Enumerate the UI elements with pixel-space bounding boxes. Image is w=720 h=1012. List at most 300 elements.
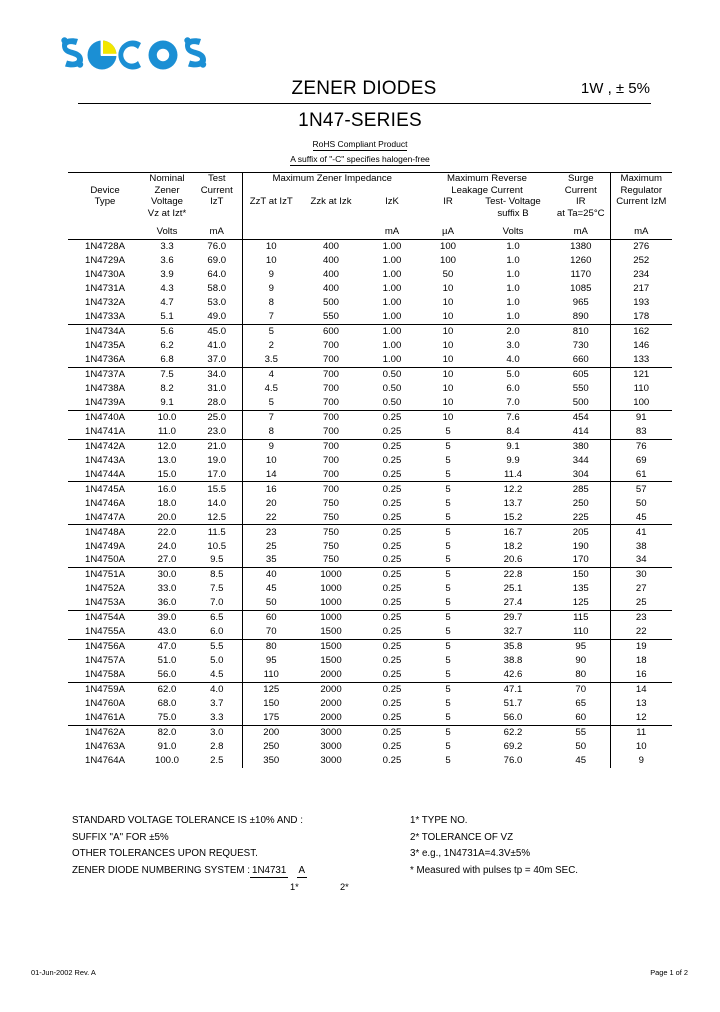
unit-vz: Volts (142, 219, 192, 239)
table-cell: 31.0 (207, 382, 227, 394)
table-cell: 1N4752A (84, 583, 125, 595)
table-cell: 1N4745A (84, 483, 125, 495)
table-cell: 225 (552, 510, 610, 524)
table-cell: 1.00 (362, 310, 422, 324)
table-cell: 0.25 (382, 684, 402, 696)
table-row (68, 510, 672, 524)
table-cell: 1N4753A (68, 596, 142, 610)
table-cell: 1N4751A (84, 569, 125, 581)
table-row (68, 439, 672, 453)
table-row (68, 683, 672, 697)
table-cell: 50 (442, 269, 454, 281)
table-cell: 35.8 (503, 641, 523, 653)
unit-type (68, 219, 142, 239)
header-row-4 (68, 208, 672, 220)
table-row (68, 625, 672, 639)
table-cell: 1N4743A (84, 454, 125, 466)
table-cell: 43.0 (142, 625, 192, 639)
table-cell: 3.7 (210, 698, 224, 710)
col-header-test-2: Current (200, 184, 233, 196)
table-cell: 69 (610, 454, 672, 468)
table-cell: 0.25 (382, 569, 402, 581)
table-cell: 13 (610, 697, 672, 711)
table-cell: 15.0 (142, 467, 192, 481)
table-cell: 700 (322, 411, 339, 423)
table-cell: 18.2 (503, 540, 523, 552)
table-cell: 5 (445, 755, 451, 767)
col-header-nominal-2: Zener (154, 184, 180, 196)
table-cell: 234 (610, 268, 672, 282)
table-cell: 1.00 (382, 241, 402, 253)
table-cell: 6.8 (142, 353, 192, 367)
table-cell: 56.0 (474, 711, 552, 725)
table-cell: 0.25 (382, 655, 402, 667)
table-cell: 0.25 (382, 454, 402, 466)
unit-surge: mA (552, 219, 610, 239)
table-cell: 6.5 (210, 612, 224, 624)
table-cell: 55 (575, 727, 587, 739)
table-cell: 41.0 (207, 339, 227, 351)
table-cell: 80 (552, 668, 610, 682)
table-cell: 3.3 (160, 241, 174, 253)
table-row (68, 296, 672, 310)
table-cell: 8.5 (210, 569, 224, 581)
table-cell: 16.7 (503, 526, 523, 538)
header-row-2 (68, 185, 672, 197)
col-header-surge-3: IR (575, 196, 586, 208)
numbering-mark-1: 1* (290, 882, 299, 892)
col-header-zzk: Zzk at Izk (310, 196, 352, 208)
table-cell: 19 (610, 640, 672, 654)
table-cell: 65 (575, 698, 587, 710)
table-cell: 3.0 (506, 339, 520, 351)
table-cell: 47.0 (157, 641, 177, 653)
table-cell: 10 (442, 339, 454, 351)
table-cell: 400 (322, 283, 339, 295)
table-cell: 400 (322, 269, 339, 281)
table-cell: 5 (445, 727, 451, 739)
table-cell: 350 (242, 754, 300, 768)
table-cell: 0.25 (362, 510, 422, 524)
table-cell: 47.1 (503, 684, 523, 696)
col-header-nominal-4: Vz at Izt* (147, 207, 187, 219)
table-row (68, 482, 672, 496)
table-cell: 1.00 (382, 325, 402, 337)
table-cell: 5 (422, 510, 474, 524)
table-cell: 5.6 (160, 325, 174, 337)
table-cell: 8.4 (474, 425, 552, 439)
table-row (68, 324, 672, 338)
table-cell: 1.0 (506, 269, 520, 281)
table-cell: 3.6 (160, 255, 174, 267)
table-cell: 9 (242, 439, 300, 453)
table-cell: 1N4739A (68, 396, 142, 410)
footnotes-left-column (72, 813, 402, 893)
table-cell: 135 (572, 583, 589, 595)
table-cell: 1170 (570, 269, 592, 281)
table-cell: 10 (442, 297, 454, 309)
table-cell: 2000 (320, 684, 342, 696)
note-tolerance-standard: STANDARD VOLTAGE TOLERANCE IS ±10% AND : (72, 815, 303, 826)
table-cell: 27.4 (474, 596, 552, 610)
col-header-test-voltage-2: suffix B (497, 207, 529, 219)
table-cell: 16 (242, 482, 300, 496)
table-cell: 1N4742A (84, 440, 125, 452)
table-cell: 750 (322, 540, 339, 552)
col-header-nominal-3: Voltage (150, 196, 183, 208)
table-cell: 5.1 (142, 310, 192, 324)
table-cell: 1N4731A (84, 283, 125, 295)
numbering-mark-2: 2* (340, 882, 349, 892)
table-cell: 0.50 (382, 382, 402, 394)
table-cell: 76 (610, 439, 672, 453)
table-cell: 7.6 (506, 411, 520, 423)
secos-logo (58, 33, 213, 81)
table-row (68, 339, 672, 353)
table-cell: 11.5 (207, 526, 226, 538)
table-cell: 5.0 (210, 655, 224, 667)
col-header-test-voltage-1: Test- Voltage (485, 196, 541, 208)
table-cell: 25.0 (207, 411, 227, 423)
table-cell: 68.0 (157, 698, 177, 710)
table-cell: 110 (610, 382, 672, 396)
table-cell: 20.6 (474, 553, 552, 567)
table-cell: 1000 (320, 583, 342, 595)
table-cell: 500 (552, 396, 610, 410)
table-cell: 14.0 (207, 497, 227, 509)
table-cell: 2.0 (506, 325, 520, 337)
table-row (68, 525, 672, 539)
table-cell: 91.0 (157, 741, 177, 753)
table-cell: 1N4761A (68, 711, 142, 725)
table-cell: 1N4757A (84, 655, 125, 667)
table-cell: 217 (610, 282, 672, 296)
table-cell: 8 (242, 425, 300, 439)
table-cell: 0.25 (362, 425, 422, 439)
table-cell: 380 (572, 440, 589, 452)
table-cell: 5 (445, 698, 451, 710)
table-cell: 1N4732A (84, 297, 125, 309)
col-header-izm-2: Regulator (610, 185, 672, 197)
table-cell: 29.7 (503, 612, 523, 624)
footer-date: 01-Jun-2002 Rev. A (31, 968, 96, 977)
table-cell: 95 (242, 654, 300, 668)
table-cell: 9 (610, 754, 672, 768)
col-header-izk: IzK (385, 196, 399, 208)
table-cell: 51.0 (157, 655, 177, 667)
table-cell: 9 (242, 268, 300, 282)
table-cell: 1N4750A (68, 553, 142, 567)
table-cell: 56.0 (142, 668, 192, 682)
table-cell: 1.00 (382, 269, 402, 281)
table-cell: 2 (242, 339, 300, 353)
table-cell: 45 (242, 582, 300, 596)
table-cell: 23 (242, 525, 300, 539)
table-cell: 12.0 (157, 440, 177, 452)
table-cell: 0.25 (382, 440, 402, 452)
rohs-text: RoHS Compliant Product (312, 139, 408, 149)
table-cell: 25 (242, 539, 300, 553)
table-cell: 58.0 (207, 283, 227, 295)
table-cell: 12.5 (192, 510, 242, 524)
table-cell: 18 (610, 654, 672, 668)
table-cell: 150 (242, 697, 300, 711)
table-cell: 1N4759A (84, 684, 125, 696)
table-cell: 10 (442, 411, 454, 423)
table-cell: 110 (242, 668, 300, 682)
table-cell: 69.2 (503, 741, 523, 753)
table-cell: 62.2 (503, 727, 523, 739)
table-cell: 700 (322, 382, 339, 394)
table-row (68, 582, 672, 596)
table-cell: 76.0 (207, 241, 227, 253)
table-cell: 11 (610, 725, 672, 739)
table-cell: 1380 (570, 241, 592, 253)
table-cell: 750 (322, 526, 339, 538)
table-cell: 1000 (300, 596, 362, 610)
unit-zzt (242, 219, 300, 239)
table-cell: 5 (445, 641, 451, 653)
table-cell: 5 (445, 569, 451, 581)
table-cell: 22 (242, 510, 300, 524)
table-cell: 4.7 (160, 297, 174, 309)
table-cell: 34 (610, 553, 672, 567)
table-cell: 0.25 (382, 755, 402, 767)
table-cell: 34.0 (207, 368, 227, 380)
table-cell: 5 (445, 483, 451, 495)
col-header-surge-1: Surge (552, 173, 610, 185)
table-cell: 2.5 (210, 755, 224, 767)
table-cell: 890 (552, 310, 610, 324)
table-cell: 30.0 (157, 569, 177, 581)
table-cell: 5 (422, 668, 474, 682)
table-cell: 4.0 (210, 684, 224, 696)
table-cell: 304 (552, 467, 610, 481)
table-cell: 7 (242, 410, 300, 424)
table-cell: 200 (242, 725, 300, 739)
table-cell: 1.00 (362, 353, 422, 367)
table-cell: 0.25 (362, 711, 422, 725)
table-cell: 125 (242, 683, 300, 697)
power-rating: 1W , ± 5% (580, 80, 650, 97)
table-cell: 414 (552, 425, 610, 439)
table-cell: 40 (242, 568, 300, 582)
table-cell: 1N4746A (84, 497, 125, 509)
table-cell: 4.5 (242, 382, 300, 396)
table-cell: 190 (572, 540, 589, 552)
table-row (68, 697, 672, 711)
header-row-3 (68, 196, 672, 208)
table-cell: 344 (572, 454, 589, 466)
table-cell: 1.0 (506, 241, 520, 253)
table-cell: 1.0 (506, 297, 520, 309)
table-cell: 33.0 (157, 583, 177, 595)
table-cell: 61 (610, 467, 672, 481)
table-cell: 20.0 (142, 510, 192, 524)
table-cell: 150 (572, 569, 589, 581)
table-cell: 700 (322, 454, 339, 466)
col-header-surge-4: at Ta=25°C (556, 207, 605, 219)
table-cell: 5 (242, 324, 300, 338)
zzt-spacer (242, 208, 300, 220)
note-tolerance-vz: 2* TOLERANCE OF VZ (410, 831, 514, 843)
table-cell: 83 (610, 425, 672, 439)
group-header-leakage-2: Leakage Current (451, 184, 523, 196)
table-cell: 9.5 (192, 553, 242, 567)
table-cell: 110 (552, 625, 610, 639)
table-cell: 1.00 (382, 297, 402, 309)
table-cell: 10 (442, 325, 454, 337)
table-cell: 45.0 (207, 325, 227, 337)
table-cell: 50 (242, 596, 300, 610)
table-cell: 1N4729A (84, 255, 125, 267)
unit-izt: mA (192, 219, 242, 239)
table-row (68, 410, 672, 424)
table-cell: 50 (610, 496, 672, 510)
table-cell: 700 (322, 368, 339, 380)
table-cell: 2000 (300, 711, 362, 725)
table-cell: 1500 (300, 625, 362, 639)
izk-spacer (362, 208, 422, 220)
col-header-ir: IR (443, 196, 453, 208)
table-cell: 95 (575, 641, 587, 653)
table-cell: 12.2 (503, 483, 523, 495)
table-cell: 5 (445, 497, 451, 509)
table-cell: 20 (242, 496, 300, 510)
table-cell: 2000 (300, 668, 362, 682)
table-cell: 146 (610, 339, 672, 353)
table-cell: 1.00 (382, 255, 402, 267)
col-header-izm-3: Current IzM (610, 196, 672, 208)
table-cell: 5 (422, 425, 474, 439)
table-cell: 30 (610, 568, 672, 582)
table-cell: 1500 (320, 641, 342, 653)
table-cell: 0.50 (362, 396, 422, 410)
table-cell: 550 (572, 382, 589, 394)
table-cell: 965 (572, 297, 589, 309)
table-cell: 82.0 (157, 727, 177, 739)
table-cell: 1000 (320, 569, 342, 581)
table-body (68, 239, 672, 767)
table-cell: 0.25 (362, 625, 422, 639)
table-cell: 454 (572, 411, 589, 423)
table-cell: 0.25 (382, 741, 402, 753)
table-cell: 1N4740A (84, 411, 125, 423)
note-example: 3* e.g., 1N4731A=4.3V±5% (410, 848, 531, 859)
table-cell: 39.0 (157, 612, 177, 624)
table-cell: 27.0 (142, 553, 192, 567)
table-cell: 7 (242, 310, 300, 324)
table-cell: 0.25 (382, 583, 402, 595)
table-cell: 1.00 (382, 283, 402, 295)
table-row (68, 367, 672, 381)
col-header-test-1: Test (192, 173, 242, 185)
table-row (68, 539, 672, 553)
note-suffix-a: SUFFIX "A" FOR ±5% (72, 831, 169, 843)
table-cell: 1.0 (506, 255, 520, 267)
table-cell: 1500 (320, 655, 342, 667)
table-cell: 14 (610, 683, 672, 697)
table-cell: 0.25 (382, 411, 402, 423)
table-row (68, 310, 672, 324)
table-cell: 100 (440, 241, 457, 253)
table-cell: 21.0 (207, 440, 227, 452)
title-row (78, 78, 650, 100)
table-cell: 19.0 (207, 454, 227, 466)
table-cell: 1N4760A (84, 698, 125, 710)
table-cell: 0.25 (362, 596, 422, 610)
table-cell: 38 (610, 539, 672, 553)
table-cell: 53.0 (207, 297, 227, 309)
table-cell: 5 (445, 526, 451, 538)
col-header-surge-2: Current (564, 184, 597, 196)
secos-logo-svg (58, 33, 213, 81)
col-header-zzt: ZzT at IzT (242, 196, 300, 208)
table-cell: 0.25 (382, 540, 402, 552)
table-cell: 57 (610, 482, 672, 496)
table-cell: 24.0 (157, 540, 177, 552)
table-cell: 5 (422, 467, 474, 481)
unit-ir: µA (422, 219, 474, 239)
table-cell: 750 (300, 510, 362, 524)
table-row (68, 282, 672, 296)
table-cell: 250 (572, 497, 589, 509)
table-cell: 750 (300, 553, 362, 567)
table-cell: 75.0 (142, 711, 192, 725)
table-row (68, 553, 672, 567)
table-cell: 10 (422, 310, 474, 324)
table-cell: 1260 (570, 255, 592, 267)
table-cell: 10 (422, 396, 474, 410)
table-cell: 1N4744A (68, 467, 142, 481)
group-header-leakage-1: Maximum Reverse (422, 173, 552, 185)
note-numbering-system (72, 863, 402, 880)
table-row (68, 496, 672, 510)
table-row (68, 754, 672, 768)
table-cell: 10.0 (157, 411, 177, 423)
table-cell: 600 (322, 325, 339, 337)
table-cell: 4.5 (192, 668, 242, 682)
table-cell: 121 (610, 367, 672, 381)
table-cell: 178 (610, 310, 672, 324)
table-cell: 605 (572, 368, 589, 380)
table-cell: 1N4764A (84, 755, 125, 767)
table-row (68, 254, 672, 268)
table-cell: 10.5 (207, 540, 227, 552)
table-cell: 1000 (320, 612, 342, 624)
unit-izk: mA (362, 219, 422, 239)
table-cell: 3.9 (160, 269, 174, 281)
table-cell: 700 (322, 483, 339, 495)
table-cell: 42.6 (474, 668, 552, 682)
col-header-device-type: Device Type (68, 173, 142, 220)
table-cell: 5 (445, 741, 451, 753)
table-row (68, 668, 672, 682)
table-cell: 7.5 (210, 583, 224, 595)
table-cell: 60 (242, 611, 300, 625)
unit-tv: Volts (474, 219, 552, 239)
table-cell: 115 (573, 612, 589, 624)
table-cell: 10 (610, 740, 672, 754)
table-cell: 700 (300, 353, 362, 367)
table-cell: 22.0 (157, 526, 177, 538)
table-cell: 10 (242, 454, 300, 468)
table-cell: 3000 (320, 755, 342, 767)
table-cell: 7.0 (192, 596, 242, 610)
table-row (68, 353, 672, 367)
table-cell: 10 (242, 254, 300, 268)
table-cell: 285 (572, 483, 589, 495)
